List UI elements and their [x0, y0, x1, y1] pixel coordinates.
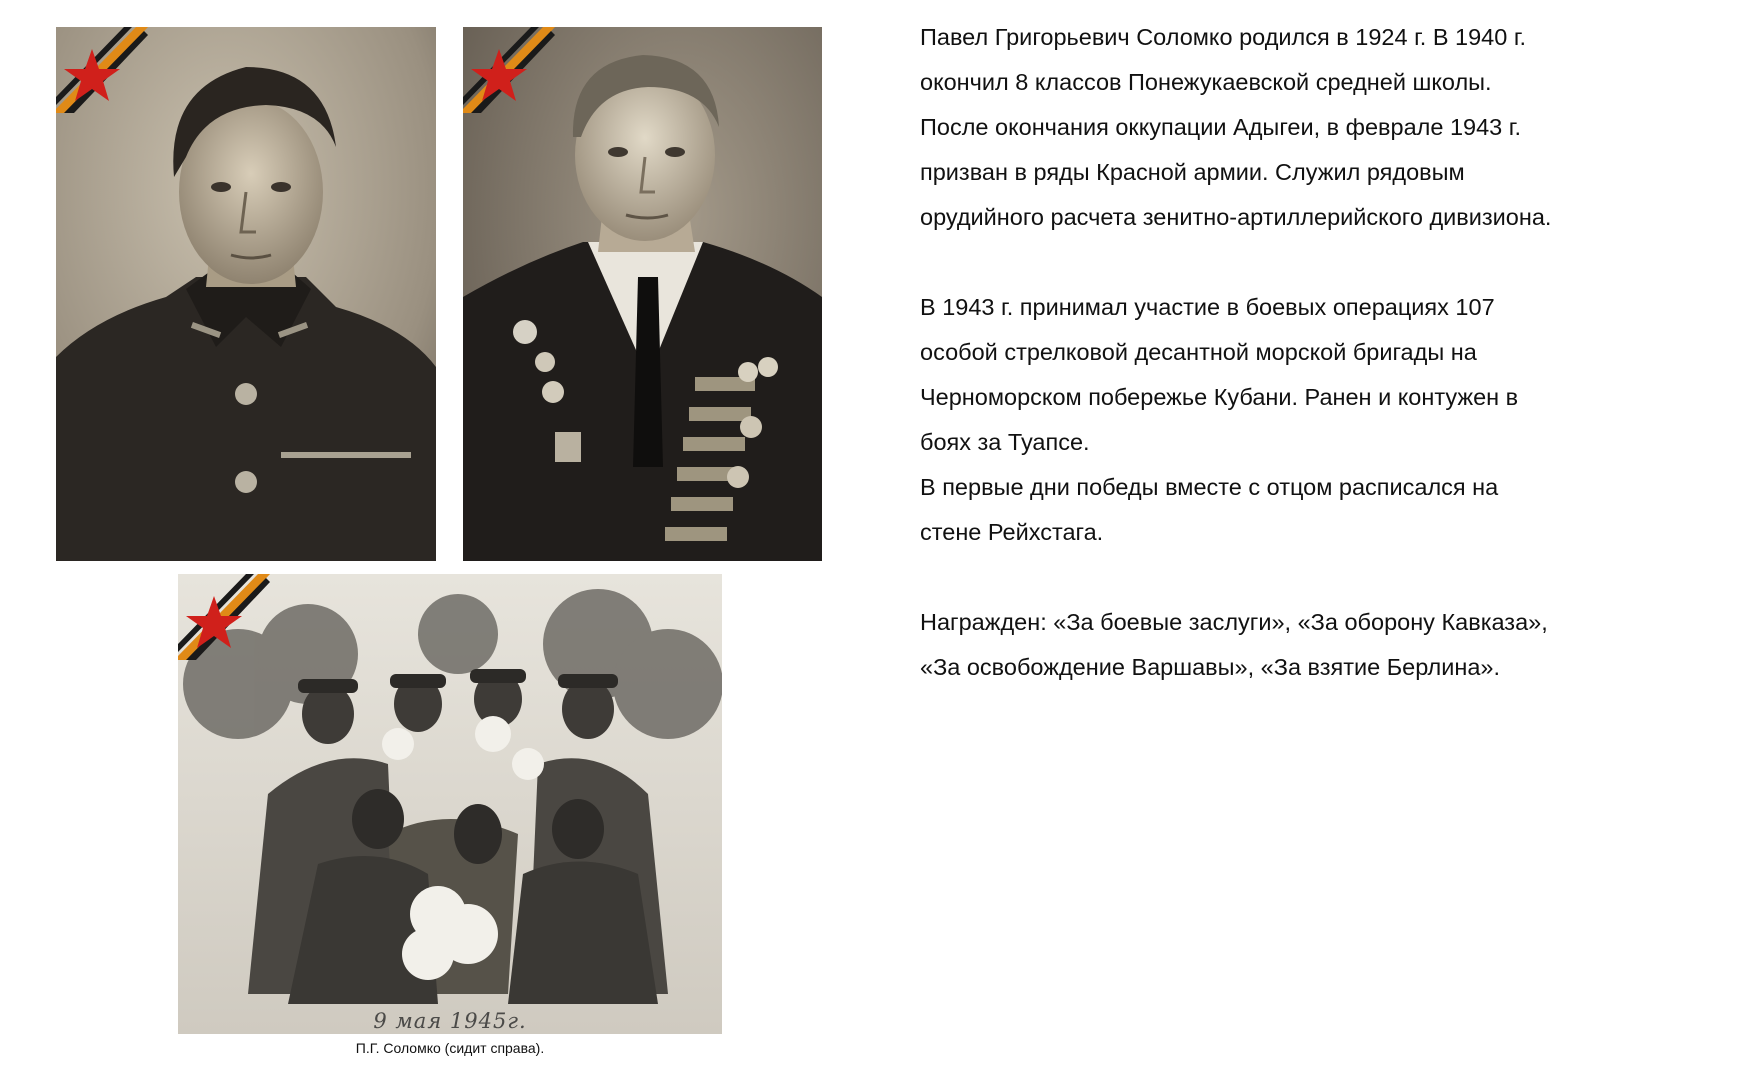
group-photo-icon: [178, 574, 722, 1034]
veteran-portrait-photo: [463, 27, 822, 561]
bio-line: В первые дни победы вместе с отцом расписался на: [920, 474, 1499, 500]
bio-line: боях за Туапсе.: [920, 429, 1090, 455]
group-photo-caption: П.Г. Соломко (сидит справа).: [355, 1040, 545, 1056]
bio-paragraph-birth: [920, 15, 1740, 240]
bio-line: Награжден: «За боевые заслуги», «За оборону Кавказа»,: [920, 609, 1548, 635]
bio-line: Черноморском побережье Кубани. Ранен и контужен в: [920, 384, 1519, 410]
paragraph-spacer: [920, 555, 1740, 600]
group-photo: [178, 574, 722, 1034]
bio-paragraph-service: [920, 285, 1740, 555]
bio-line: призван в ряды Красной армии. Служил рядовым: [920, 159, 1465, 185]
bio-line: «За освобождение Варшавы», «За взятие Берлина».: [920, 654, 1500, 680]
portrait-photo-with-medals-icon: [463, 27, 822, 561]
bio-line: В 1943 г. принимал участие в боевых операциях 107: [920, 294, 1495, 320]
bio-line: стене Рейхстага.: [920, 519, 1104, 545]
paragraph-spacer: [920, 240, 1740, 285]
biography-text: [920, 15, 1740, 690]
bio-line: После окончания оккупации Адыгеи, в феврале 1943 г.: [920, 114, 1522, 140]
bio-paragraph-awards: [920, 600, 1740, 690]
young-portrait-photo: [56, 27, 436, 561]
bio-line: орудийного расчета зенитно-артиллерийского дивизиона.: [920, 204, 1552, 230]
bio-line: особой стрелковой десантной морской бригады на: [920, 339, 1477, 365]
portrait-photo-icon: [56, 27, 436, 561]
bio-line: Павел Григорьевич Соломко родился в 1924 г. В 1940 г.: [920, 24, 1527, 50]
bio-line: окончил 8 классов Понежукаевской средней школы.: [920, 69, 1492, 95]
photo-handwriting: 9 мая 1945г.: [373, 1009, 527, 1033]
